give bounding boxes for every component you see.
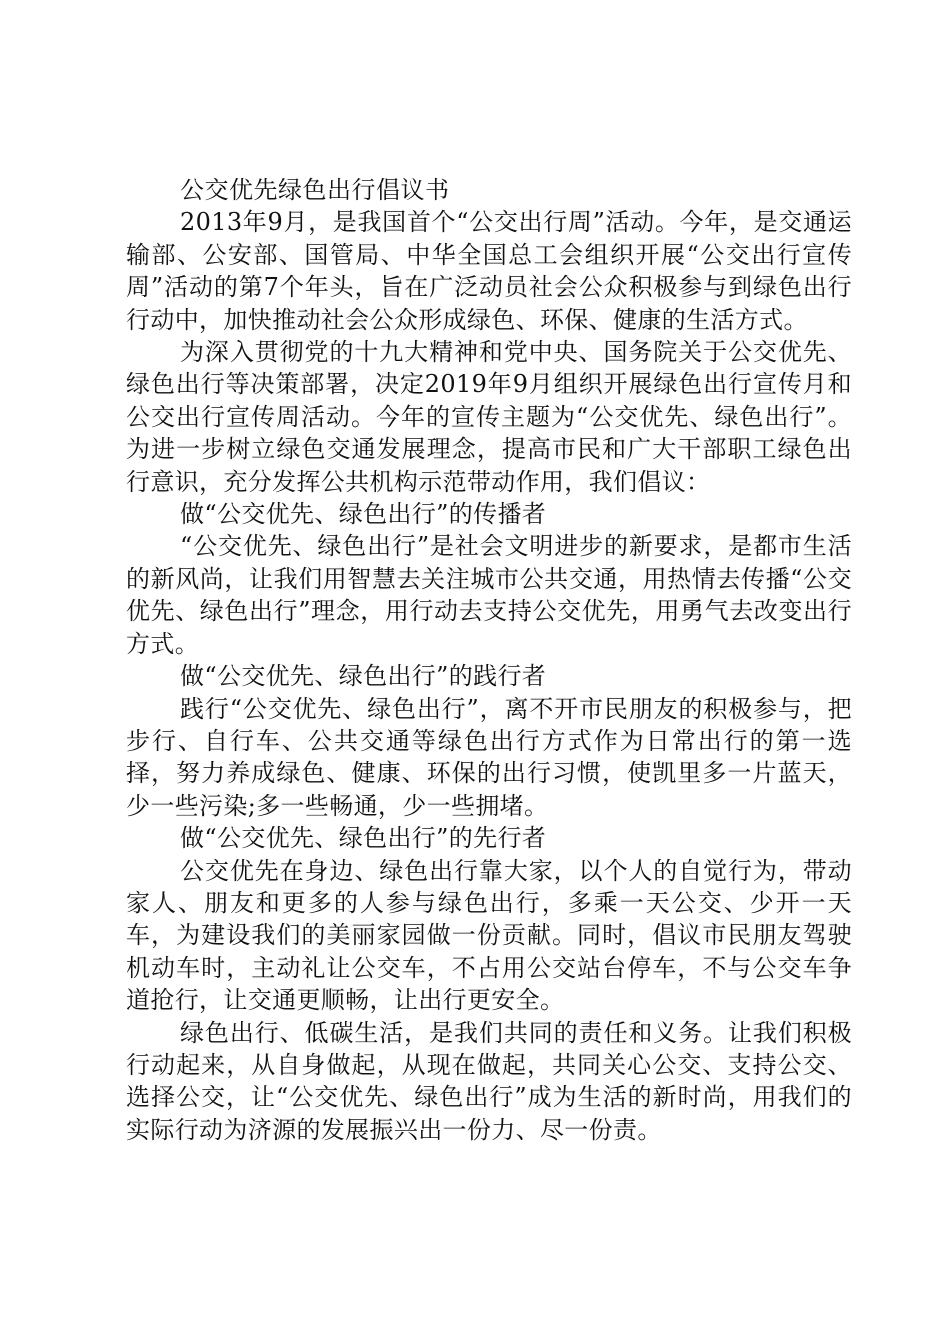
document-title: 公交优先绿色出行倡议书 [180, 176, 450, 204]
section-heading-practitioner: 做“公交优先、绿色出行”的践行者 [180, 662, 547, 691]
paragraph-closing: 绿色出行、低碳生活，是我们共同的责任和义务。让我们积极行动起来，从自身做起，从现在做起，共同关心公交、支持公交、选择公交，让“公交优先、绿色出行”成为生活的新时尚，用我们的实际行动为济源的发展振兴出一份力、尽一份责。 [126, 1018, 852, 1144]
paragraph-background: 为深入贯彻党的十九大精神和党中央、国务院关于公交优先、绿色出行等决策部署，决定2019年9月组织开展绿色出行宣传月和公交出行宣传周活动。今年的宣传主题为“公交优先、绿色出行”。为进一步树立绿色交通发展理念，提高市民和广大干部职工绿色出行意识，充分发挥公共机构示范带动作用，我们倡议： [126, 338, 852, 496]
document-body [126, 174, 852, 1146]
section-heading-pioneer: 做“公交优先、绿色出行”的先行者 [180, 824, 547, 853]
paragraph-communicator: “公交优先、绿色出行”是社会文明进步的新要求，是都市生活的新风尚，让我们用智慧去关注城市公共交通，用热情去传播“公交优先、绿色出行”理念，用行动去支持公交优先，用勇气去改变出行方式。 [126, 532, 852, 658]
section-heading-communicator: 做“公交优先、绿色出行”的传播者 [180, 500, 547, 529]
paragraph-practitioner: 践行“公交优先、绿色出行”，离不开市民朋友的积极参与，把步行、自行车、公共交通等绿色出行方式作为日常出行的第一选择，努力养成绿色、健康、环保的出行习惯，使凯里多一片蓝天，少一些污染;多一些畅通，少一些拥堵。 [126, 694, 852, 820]
paragraph-pioneer: 公交优先在身边、绿色出行靠大家，以个人的自觉行为，带动家人、朋友和更多的人参与绿色出行，多乘一天公交、少开一天车，为建设我们的美丽家园做一份贡献。同时，倡议市民朋友驾驶机动车时，主动礼让公交车，不占用公交站台停车，不与公交车争道抢行，让交通更顺畅，让出行更安全。 [126, 856, 852, 1015]
paragraph-intro: 2013年9月，是我国首个“公交出行周”活动。今年，是交通运输部、公安部、国管局、中华全国总工会组织开展“公交出行宣传周”活动的第7个年头，旨在广泛动员社会公众积极参与到绿色出行行动中，加快推动社会公众形成绿色、环保、健康的生活方式。 [126, 208, 852, 334]
